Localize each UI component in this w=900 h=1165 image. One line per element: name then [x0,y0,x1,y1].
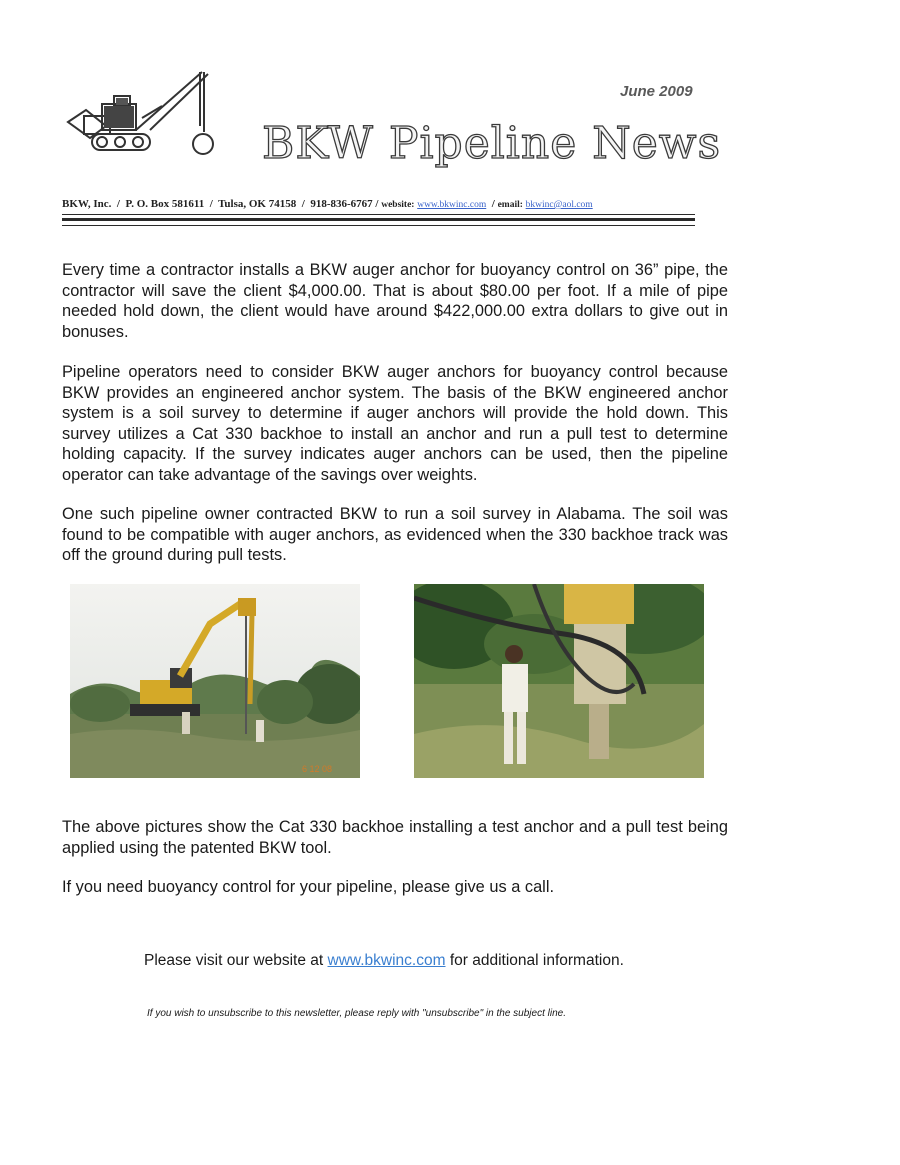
company-name: BKW, Inc. [62,198,112,210]
visit-prefix: Please visit our website at [144,952,324,969]
paragraph-photo-caption: The above pictures show the Cat 330 backhoe installing a test anchor and a pull test being applied using the patented BKW tool. [62,818,728,857]
visit-suffix: for additional information. [449,952,624,969]
header-rule-thin [62,214,695,215]
pipelayer-logo-icon [62,66,222,166]
paragraph-call-to-action: If you need buoyancy control for your pipeline, please give us a call. [62,878,555,896]
paragraph-engineered-system: Pipeline operators need to consider BKW auger anchors for buoyancy control because BKW provides an engineered anchor system. The basis of the BKW engineered anchor system is a soil survey to determine if auger anchors will provide the hold down. This survey utilizes a Cat 330 backhoe to install an anchor and run a pull test to determine holding capacity. If the survey indicates auger anchors can be used, then the pipeline operator can take advantage of the savings over weights. [62,363,728,484]
paragraph-savings: Every time a contractor installs a BKW auger anchor for buoyancy control on 36” pipe, the contractor will save the client $4,000.00. That is about $80.00 per foot. If a mile of pipe needed hold down, the client would have around $422,000.00 extra dollars to give out in bonuses. [62,261,728,341]
website-label: website: [381,200,415,210]
svg-text:6 12 08: 6 12 08 [302,764,333,774]
backhoe-photo [70,584,360,778]
visit-website-line [144,952,624,970]
unsubscribe-note: If you wish to unsubscribe to this newsletter, please reply with "unsubscribe" in the subject line. [147,1008,566,1019]
newsletter-title: BKW Pipeline News [262,118,722,169]
header-rule-bottom [62,225,695,226]
email-link[interactable]: bkwinc@aol.com [525,200,593,210]
header-rule-thick [62,218,695,221]
contact-line: BKW, Inc. / P. O. Box 581611 / Tulsa, OK 74158 / 918-836-6767 / website: www.bkwinc.com / email: bkwinc@aol.com [62,198,593,210]
po-box: P. O. Box 581611 [125,198,205,210]
paragraph-alabama-survey: One such pipeline owner contracted BKW to run a soil survey in Alabama. The soil was found to be compatible with auger anchors, as evidenced when the 330 backhoe track was off the ground during pull tests. [62,505,728,565]
city: Tulsa, OK 74158 [218,198,297,210]
website-link[interactable]: www.bkwinc.com [417,200,487,210]
email-label: email: [497,200,523,210]
phone: 918-836-6767 [310,198,373,210]
issue-date: June 2009 [620,83,693,100]
visit-website-link[interactable]: www.bkwinc.com [327,952,446,969]
pull-test-photo [414,584,704,778]
